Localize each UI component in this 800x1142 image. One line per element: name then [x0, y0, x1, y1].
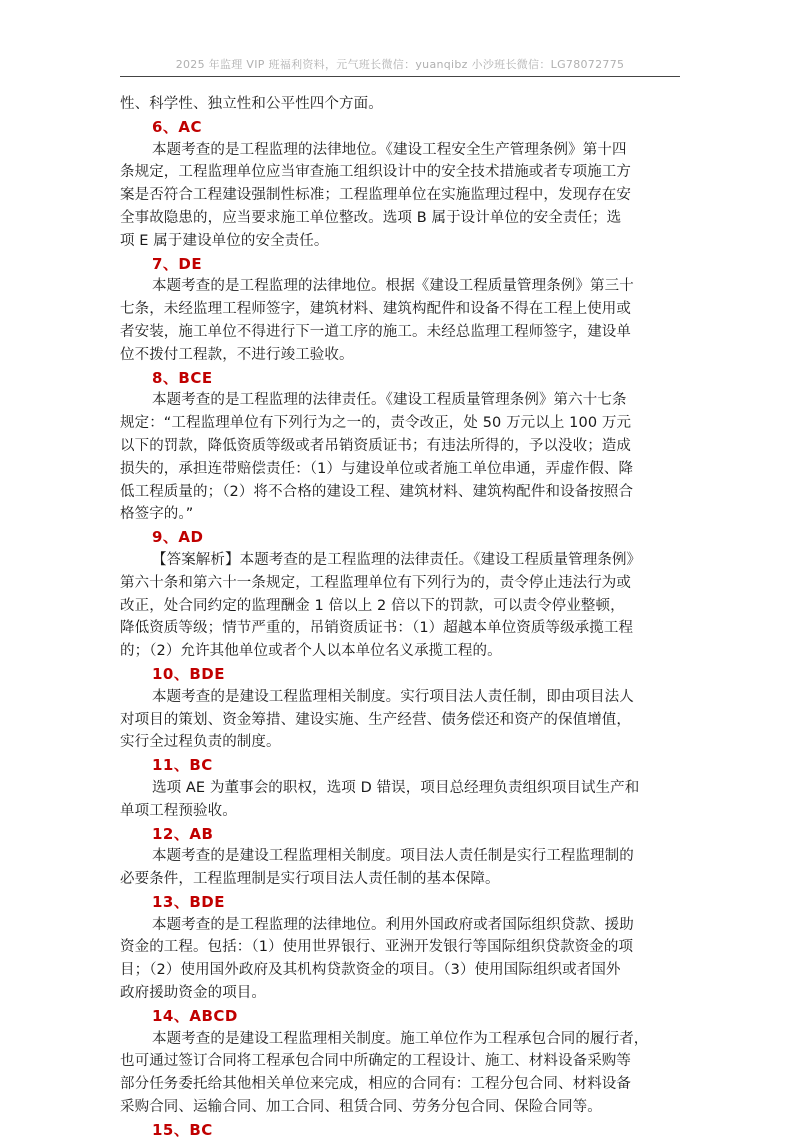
- answer-key: 13、BDE: [152, 892, 226, 911]
- answer-key: 10、BDE: [152, 664, 226, 683]
- explanation-line: 位不拨付工程款，不进行竣工验收。: [120, 346, 354, 363]
- header-divider: [120, 76, 680, 77]
- explanation-line: 案是否符合工程建设强制性标准；工程监理单位在实施监理过程中，发现存在安: [120, 187, 631, 204]
- explanation-line: 部分任务委托给其他相关单位来完成，相应的合同有：工程分包合同、材料设备: [120, 1076, 631, 1093]
- explanation-line: 改正，处合同约定的监理酬金 1 倍以上 2 倍以下的罚款，可以责令停业整顿，: [120, 597, 625, 614]
- explanation-line: 也可通过签订合同将工程承包合同中所确定的工程设计、施工、材料设备采购等: [120, 1053, 631, 1070]
- explanation-line: 的；（2）允许其他单位或者个人以本单位名义承揽工程的。: [120, 643, 502, 660]
- answer-block: [120, 93, 685, 116]
- explanation-line: 资金的工程。包括：（1）使用世界银行、亚洲开发银行等国际组织贷款资金的项: [120, 939, 634, 956]
- explanation-line: 第六十条和第六十一条规定，工程监理单位有下列行为的，责令停止违法行为或: [120, 574, 631, 591]
- explanation-line: 本题考查的是工程监理的法律地位。利用外国政府或者国际组织贷款、援助: [152, 916, 634, 933]
- answer-key: 7、DE: [152, 254, 203, 273]
- explanation-line: 本题考查的是工程监理的法律地位。根据《建设工程质量管理条例》第三十: [152, 278, 634, 295]
- explanation-line: 损失的，承担连带赔偿责任：（1）与建设单位或者施工单位串通，弄虚作假、降: [120, 460, 634, 477]
- explanation-line: 本题考查的是工程监理的法律地位。《建设工程安全生产管理条例》第十四: [152, 141, 627, 158]
- answer-key: 6、AC: [152, 117, 203, 136]
- answer-block: [120, 663, 685, 754]
- explanation-line: 全事故隐患的，应当要求施工单位整改。选项 B 属于设计单位的安全责任；选: [120, 209, 622, 226]
- explanation-line: 规定：“工程监理单位有下列行为之一的，责令改正，处 50 万元以上 100 万元: [120, 415, 632, 432]
- answer-block: [120, 367, 685, 527]
- answer-block: [120, 253, 685, 367]
- explanation-line: 实行全过程负责的制度。: [120, 734, 281, 751]
- answer-block: [120, 823, 685, 891]
- explanation-line: 【答案解析】本题考查的是工程监理的法律责任。《建设工程质量管理条例》: [152, 551, 642, 568]
- answer-explanations: [120, 93, 685, 1142]
- explanation-line: 本题考查的是工程监理的法律责任。《建设工程质量管理条例》第六十七条: [152, 392, 627, 409]
- explanation-line: 者安装，施工单位不得进行下一道工序的施工。未经总监理工程师签字，建设单: [120, 323, 631, 340]
- explanation-line: 对项目的策划、资金筹措、建设实施、生产经营、债务偿还和资产的保值增值，: [120, 711, 631, 728]
- page-header-watermark: 2025 年监理 VIP 班福利资料，元气班长微信：yuanqibz 小沙班长微信：LG78072775: [175, 58, 625, 71]
- explanation-line: 选项 AE 为董事会的职权，选项 D 错误，项目总经理负责组织项目试生产和: [152, 779, 640, 796]
- answer-key: 11、BC: [152, 756, 213, 775]
- answer-block: [120, 526, 685, 663]
- explanation-line: 以下的罚款，降低资质等级或者吊销资质证书；有违法所得的，予以没收；造成: [120, 437, 631, 454]
- answer-block: [120, 891, 685, 1005]
- explanation-line: 条规定，工程监理单位应当审查施工组织设计中的安全技术措施或者专项施工方: [120, 164, 631, 181]
- explanation-line: 低工程质量的；（2）将不合格的建设工程、建筑材料、建筑构配件和设备按照合: [120, 483, 634, 500]
- answer-block: [120, 754, 685, 822]
- explanation-line: 本题考查的是建设工程监理相关制度。实行项目法人责任制，即由项目法人: [152, 688, 634, 705]
- explanation-line: 项 E 属于建设单位的安全责任。: [120, 232, 329, 249]
- explanation-line: 降低资质等级；情节严重的，吊销资质证书：（1）超越本单位资质等级承揽工程: [120, 620, 634, 637]
- explanation-line: 目；（2）使用国外政府及其机构贷款资金的项目。（3）使用国际组织或者国外: [120, 962, 621, 979]
- answer-block: [120, 1005, 685, 1119]
- answer-block: [120, 116, 685, 253]
- answer-block: [120, 1119, 685, 1142]
- explanation-line: 性、科学性、独立性和公平性四个方面。: [120, 96, 383, 112]
- answer-key: 15、BC: [152, 1120, 213, 1139]
- explanation-line: 本题考查的是建设工程监理相关制度。项目法人责任制是实行工程监理制的: [152, 848, 634, 865]
- explanation-line: 单项工程预验收。: [120, 802, 237, 819]
- answer-key: 8、BCE: [152, 368, 213, 387]
- explanation-line: 本题考查的是建设工程监理相关制度。施工单位作为工程承包合同的履行者，: [152, 1030, 649, 1047]
- explanation-line: 必要条件，工程监理制是实行项目法人责任制的基本保障。: [120, 871, 500, 888]
- answer-key: 9、AD: [152, 528, 204, 547]
- explanation-line: 采购合同、运输合同、加工合同、租赁合同、劳务分包合同、保险合同等。: [120, 1099, 602, 1116]
- explanation-line: 七条，未经监理工程师签字，建筑材料、建筑构配件和设备不得在工程上使用或: [120, 301, 631, 318]
- answer-key: 12、AB: [152, 824, 214, 843]
- explanation-line: 政府援助资金的项目。: [120, 985, 266, 1002]
- answer-key: 14、ABCD: [152, 1006, 238, 1025]
- explanation-line: 格签字的。”: [120, 506, 194, 523]
